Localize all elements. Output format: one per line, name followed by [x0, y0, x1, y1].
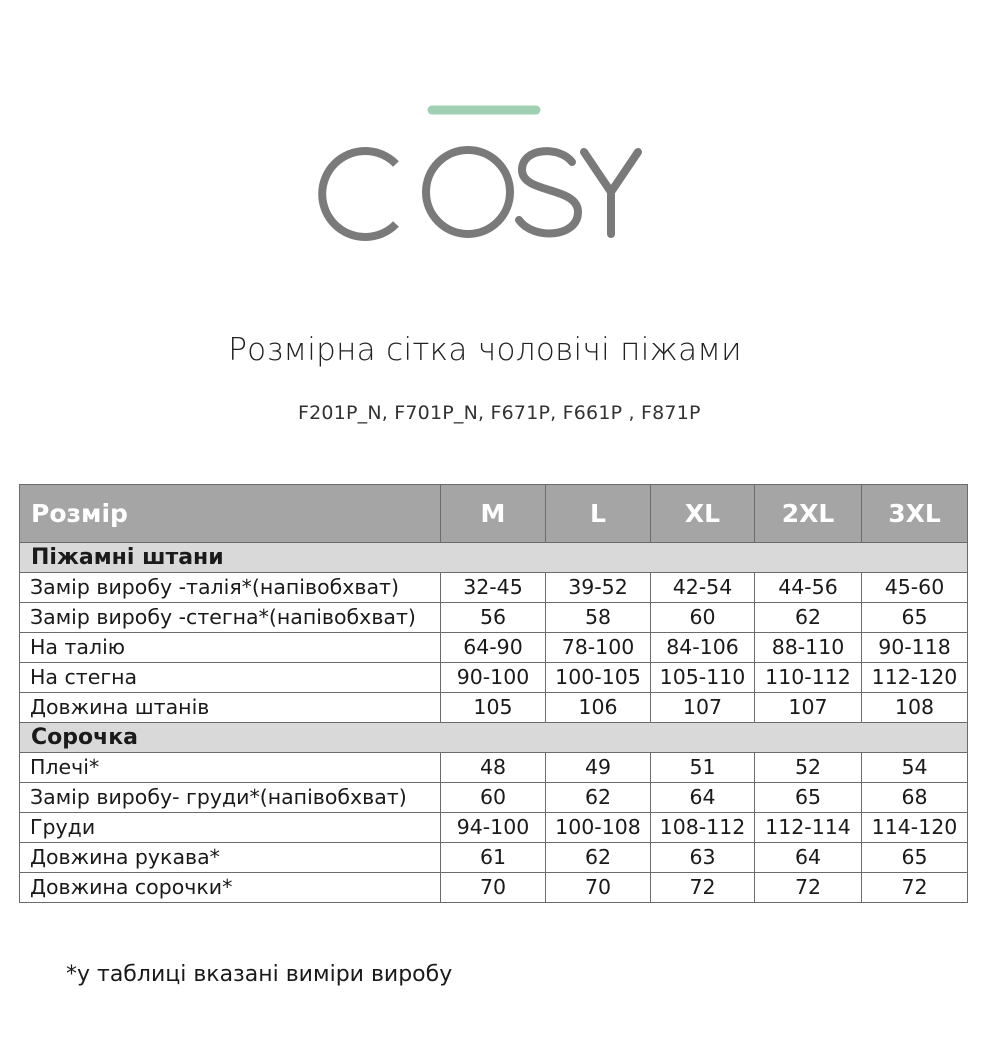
cell-size-xl: 60 [651, 603, 755, 633]
header-size-m: M [441, 485, 546, 543]
cell-size-m: 60 [441, 783, 546, 813]
header-size-3xl: 3XL [862, 485, 968, 543]
section-title: Піжамні штани [20, 543, 968, 573]
cell-size-m: 48 [441, 753, 546, 783]
cell-size-m: 64-90 [441, 633, 546, 663]
cell-size-l: 100-108 [546, 813, 651, 843]
cell-size-xl: 72 [651, 873, 755, 903]
row-label: Довжина рукава* [20, 843, 441, 873]
cell-size-l: 62 [546, 783, 651, 813]
table-row [20, 783, 968, 813]
cell-size-xl: 84-106 [651, 633, 755, 663]
table-row [20, 693, 968, 723]
cell-size-l: 49 [546, 753, 651, 783]
cell-size-2xl: 65 [755, 783, 862, 813]
section-row [20, 723, 968, 753]
cell-size-2xl: 72 [755, 873, 862, 903]
cell-size-3xl: 68 [862, 783, 968, 813]
cell-size-m: 90-100 [441, 663, 546, 693]
table-row [20, 843, 968, 873]
cell-size-3xl: 65 [862, 843, 968, 873]
cell-size-3xl: 65 [862, 603, 968, 633]
table-row [20, 813, 968, 843]
cell-size-l: 78-100 [546, 633, 651, 663]
cell-size-l: 106 [546, 693, 651, 723]
cell-size-l: 70 [546, 873, 651, 903]
row-label: Плечі* [20, 753, 441, 783]
table-row [20, 753, 968, 783]
table-header-row [20, 485, 968, 543]
row-label: Замір виробу- груди*(напівобхват) [20, 783, 441, 813]
cell-size-m: 94-100 [441, 813, 546, 843]
cell-size-m: 105 [441, 693, 546, 723]
cell-size-2xl: 107 [755, 693, 862, 723]
cell-size-xl: 63 [651, 843, 755, 873]
cell-size-xl: 51 [651, 753, 755, 783]
cell-size-l: 58 [546, 603, 651, 633]
row-label: Довжина сорочки* [20, 873, 441, 903]
cell-size-l: 39-52 [546, 573, 651, 603]
cell-size-2xl: 112-114 [755, 813, 862, 843]
cell-size-xl: 107 [651, 693, 755, 723]
table-body [20, 543, 968, 903]
cell-size-l: 100-105 [546, 663, 651, 693]
cell-size-3xl: 114-120 [862, 813, 968, 843]
cell-size-2xl: 88-110 [755, 633, 862, 663]
row-label: Замір виробу -стегна*(напівобхват) [20, 603, 441, 633]
cell-size-2xl: 62 [755, 603, 862, 633]
cell-size-2xl: 110-112 [755, 663, 862, 693]
cell-size-m: 32-45 [441, 573, 546, 603]
cell-size-xl: 108-112 [651, 813, 755, 843]
cell-size-l: 62 [546, 843, 651, 873]
table-row [20, 573, 968, 603]
cell-size-xl: 42-54 [651, 573, 755, 603]
cell-size-xl: 64 [651, 783, 755, 813]
section-row [20, 543, 968, 573]
cell-size-3xl: 108 [862, 693, 968, 723]
header-size-xl: XL [651, 485, 755, 543]
row-label: Груди [20, 813, 441, 843]
table-row [20, 603, 968, 633]
cell-size-2xl: 44-56 [755, 573, 862, 603]
section-title: Сорочка [20, 723, 968, 753]
product-codes: F201P_N, F701P_N, F671P, F661P , F871P [298, 402, 701, 424]
cell-size-3xl: 45-60 [862, 573, 968, 603]
cell-size-m: 61 [441, 843, 546, 873]
table-row [20, 663, 968, 693]
footnote: *у таблиці вказані виміри виробу [66, 962, 453, 987]
row-label: На стегна [20, 663, 441, 693]
page-title: Розмірна сітка чоловічі піжами [228, 332, 742, 368]
cosy-logo-graphic [0, 0, 1002, 260]
cell-size-3xl: 54 [862, 753, 968, 783]
logo-letter-y [584, 152, 638, 234]
logo-letter-o [426, 150, 510, 234]
cell-size-3xl: 72 [862, 873, 968, 903]
header-size-label: Розмір [20, 485, 441, 543]
cell-size-m: 70 [441, 873, 546, 903]
size-chart-table [19, 484, 968, 903]
row-label: На талію [20, 633, 441, 663]
table-row [20, 873, 968, 903]
table-row [20, 633, 968, 663]
row-label: Замір виробу -талія*(напівобхват) [20, 573, 441, 603]
cell-size-2xl: 52 [755, 753, 862, 783]
row-label: Довжина штанів [20, 693, 441, 723]
header-size-l: L [546, 485, 651, 543]
cell-size-m: 56 [441, 603, 546, 633]
cell-size-3xl: 112-120 [862, 663, 968, 693]
cell-size-2xl: 64 [755, 843, 862, 873]
logo-letter-c [322, 151, 396, 237]
brand-logo [0, 0, 1002, 260]
cell-size-3xl: 90-118 [862, 633, 968, 663]
cell-size-xl: 105-110 [651, 663, 755, 693]
header-size-2xl: 2XL [755, 485, 862, 543]
logo-letter-s [519, 151, 578, 233]
